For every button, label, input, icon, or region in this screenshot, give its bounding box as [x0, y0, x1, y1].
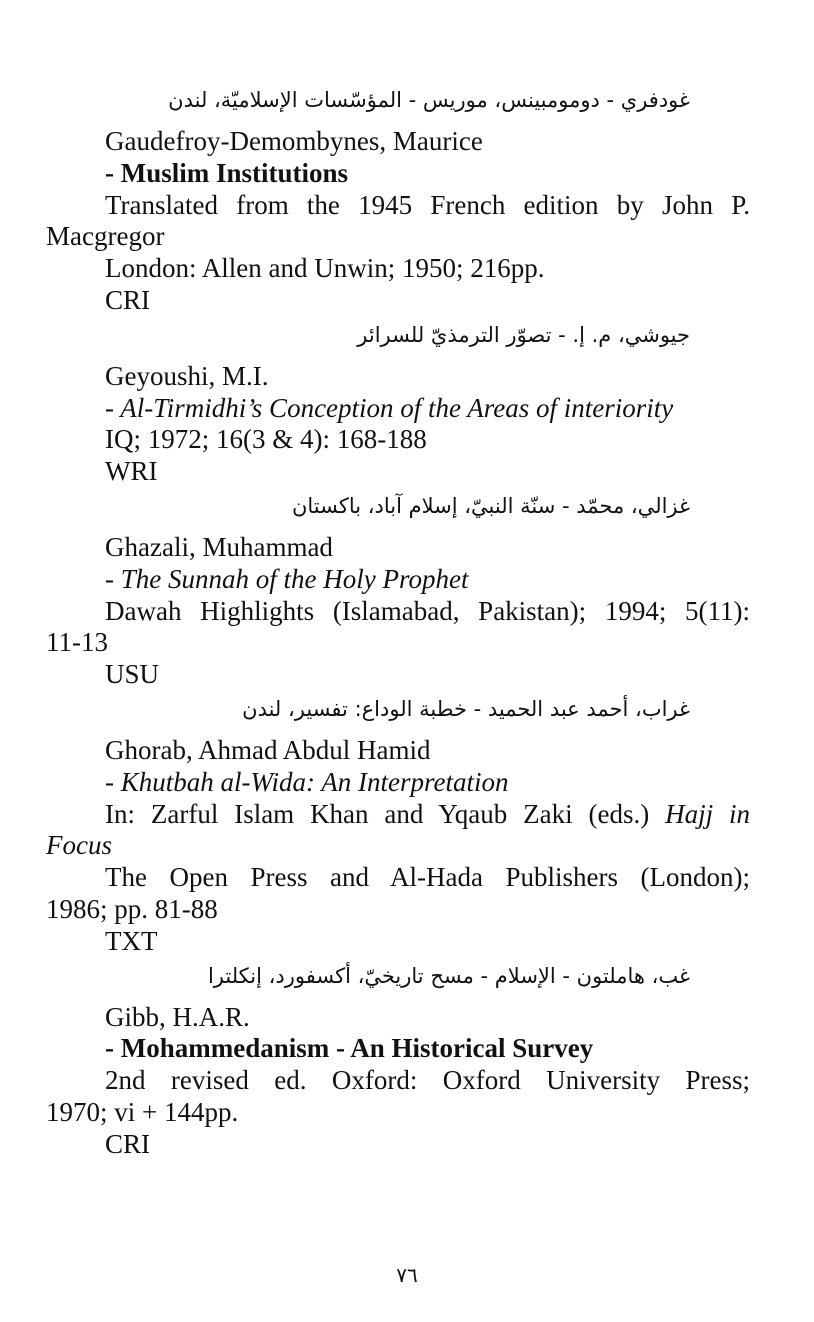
title-prefix: -: [105, 1033, 121, 1064]
publication: [46, 862, 750, 926]
bib-entry-ghazali: [46, 492, 750, 691]
book-title-part-2: Focus: [46, 830, 112, 861]
note-line-1: Translated from the 1945 French edition by John P.: [105, 189, 750, 220]
publication-line-2: 1970; vi + 144pp.: [46, 1096, 239, 1127]
work-title: [46, 767, 750, 799]
bibliography-page: [46, 86, 750, 1161]
bib-entry-geyoushi: [46, 321, 750, 488]
author: Ghorab, Ahmad Abdul Hamid: [105, 734, 431, 765]
work-title: [46, 158, 750, 190]
title-prefix: -: [105, 563, 121, 594]
work-title: [46, 1033, 750, 1065]
author: Ghazali, Muhammad: [105, 531, 333, 562]
publication: IQ; 1972; 16(3 & 4): 168-188: [105, 424, 427, 455]
in-line-1: [46, 799, 750, 831]
publication-line-1: Dawah Highlights (Islamabad, Pakistan); 1994; 5(11):: [105, 595, 750, 626]
publication-line-2: 11-13: [46, 627, 108, 658]
author: Gibb, H.A.R.: [105, 1001, 250, 1032]
title-text: The Sunnah of the Holy Prophet: [120, 563, 469, 594]
title-text: Mohammedanism - An Historical Survey: [120, 1033, 594, 1064]
note-line-2: Macgregor: [46, 221, 165, 252]
source-code: WRI: [105, 456, 158, 487]
title-prefix: -: [105, 766, 121, 797]
title-text: Al-Tirmidhi’s Conception of the Areas of interiority: [120, 392, 674, 423]
arabic-citation: غراب، أحمد عبد الحميد - خطبة الوداع: تفسير، لندن: [242, 696, 690, 721]
publication-line-1: The Open Press and Al-Hada Publishers (London);: [105, 862, 750, 893]
source-code: CRI: [105, 284, 151, 315]
in-collection: [46, 799, 750, 863]
title-prefix: -: [105, 157, 121, 188]
source-code: TXT: [105, 925, 158, 956]
title-prefix: -: [105, 392, 121, 423]
page-number: ٧٦: [396, 1263, 418, 1287]
arabic-citation: جيوشي، م. إ. - تصوّر الترمذيّ للسرائر: [357, 322, 690, 347]
source-code: USU: [105, 659, 160, 690]
work-title: [46, 393, 750, 425]
source-code: CRI: [105, 1128, 151, 1159]
arabic-citation: غزالي، محمّد - سنّة النبيّ، إسلام آباد، باكستان: [291, 493, 690, 518]
work-title: [46, 564, 750, 596]
bib-entry-gaudefroy: [46, 86, 750, 317]
title-text: Khutbah al-Wida: An Interpretation: [120, 766, 509, 797]
in-prefix: In: Zarful Islam Khan and Yqaub Zaki (eds.): [105, 798, 666, 829]
book-title-part-1: Hajj in: [665, 798, 750, 829]
translation-note: [46, 190, 750, 254]
arabic-citation: غب، هاملتون - الإسلام - مسح تاريخيّ، أكسفورد، إنكلترا: [207, 963, 690, 988]
publication-line-1: 2nd revised ed. Oxford: Oxford University Press;: [105, 1065, 750, 1096]
author: Gaudefroy-Demombynes, Maurice: [105, 126, 483, 156]
bib-entry-ghorab: [46, 695, 750, 958]
title-text: Muslim Institutions: [120, 157, 349, 188]
arabic-citation: غودفري - دومومبينس، موريس - المؤسّسات الإسلاميّة، لندن: [168, 88, 690, 112]
author: Geyoushi, M.I.: [105, 360, 269, 391]
publication: [46, 596, 750, 660]
bib-entry-gibb: [46, 962, 750, 1161]
publication: London: Allen and Unwin; 1950; 216pp.: [105, 253, 545, 284]
publication-line-2: 1986; pp. 81-88: [46, 893, 218, 924]
publication: [46, 1065, 750, 1129]
